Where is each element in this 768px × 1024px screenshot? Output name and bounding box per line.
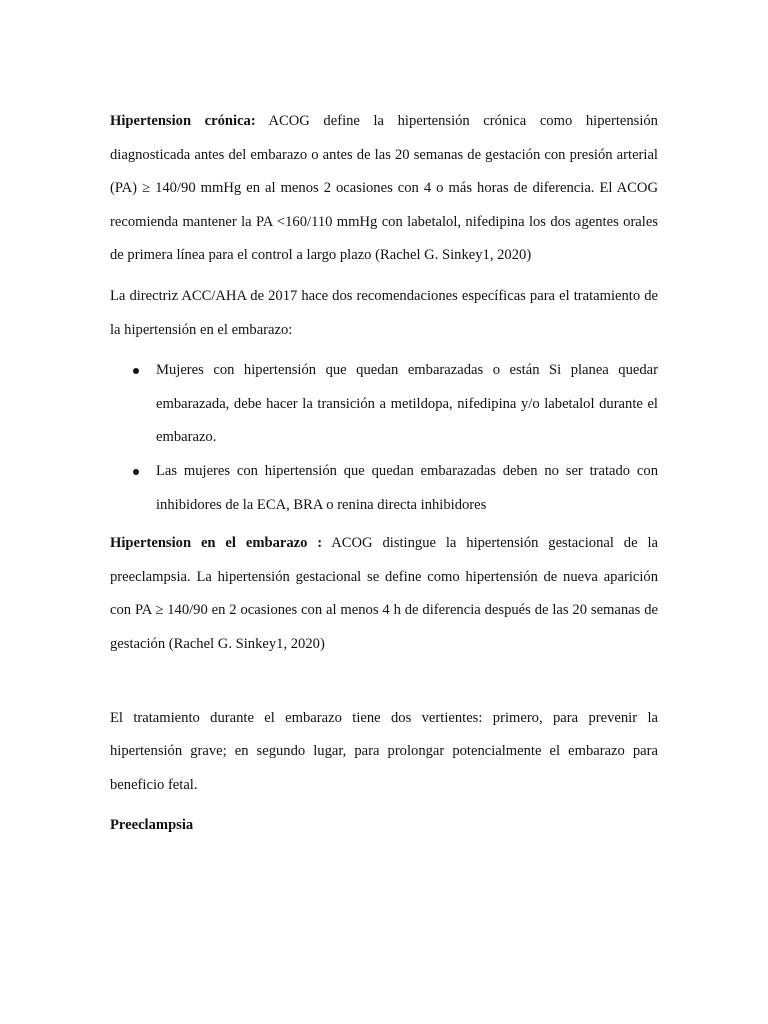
paragraph-pregnancy-hypertension [110, 527, 658, 661]
paragraph-guideline-intro: La directriz ACC/AHA de 2017 hace dos recomendaciones específicas para el tratamiento de la hipertensión en el embarazo: [110, 287, 658, 338]
heading-preeclampsia: Preeclampsia [110, 817, 194, 834]
heading-chronic-hypertension: Hipertension crónica: [110, 113, 256, 129]
paragraph-chronic-hypertension [110, 105, 658, 273]
bullet-icon [133, 469, 139, 475]
text-chronic-hypertension: ACOG define la hipertensión crónica como hipertensión diagnosticada antes del embarazo o antes de las 20 semanas de gestación con presión arterial (PA) ≥ 140/90 mmHg en al menos 2 ocasiones con 4 o más horas de diferencia. El ACOG recomienda mantener la PA <160/110 mmHg con labetalol, nifedipina los dos agentes orales de primera línea para el control a largo plazo (Rachel G. Sinkey1, 2020) [110, 113, 658, 264]
list-item-text: Mujeres con hipertensión que quedan embarazadas o están Si planea quedar embarazada, debe hacer la transición a metildopa, nifedipina y/o labetalol durante el embarazo. [156, 362, 658, 446]
paragraph-treatment: El tratamiento durante el embarazo tiene dos vertientes: primero, para prevenir la hipertensión grave; en segundo lugar, para prolongar potencialmente el embarazo para beneficio fetal. [110, 709, 658, 793]
list-item [110, 354, 658, 455]
list-item-text: Las mujeres con hipertensión que quedan embarazadas deben no ser tratado con inhibidores de la ECA, BRA o renina directa inhibidores [156, 462, 658, 513]
heading-pregnancy-hypertension: Hipertension en el embarazo : [110, 535, 323, 552]
text-pregnancy-hypertension: ACOG distingue la hipertensión gestacional de la preeclampsia. La hipertensión gestacional se define como hipertensión de nueva aparición con PA ≥ 140/90 en 2 ocasiones con al menos 4 h de diferencia después de las 20 semanas de gestación (Rachel G. Sinkey1, 2020) [110, 535, 658, 652]
document-body [110, 105, 658, 843]
bullet-icon [133, 368, 139, 374]
list-item [110, 455, 658, 522]
recommendations-list [110, 354, 658, 522]
empty-line [110, 669, 658, 702]
